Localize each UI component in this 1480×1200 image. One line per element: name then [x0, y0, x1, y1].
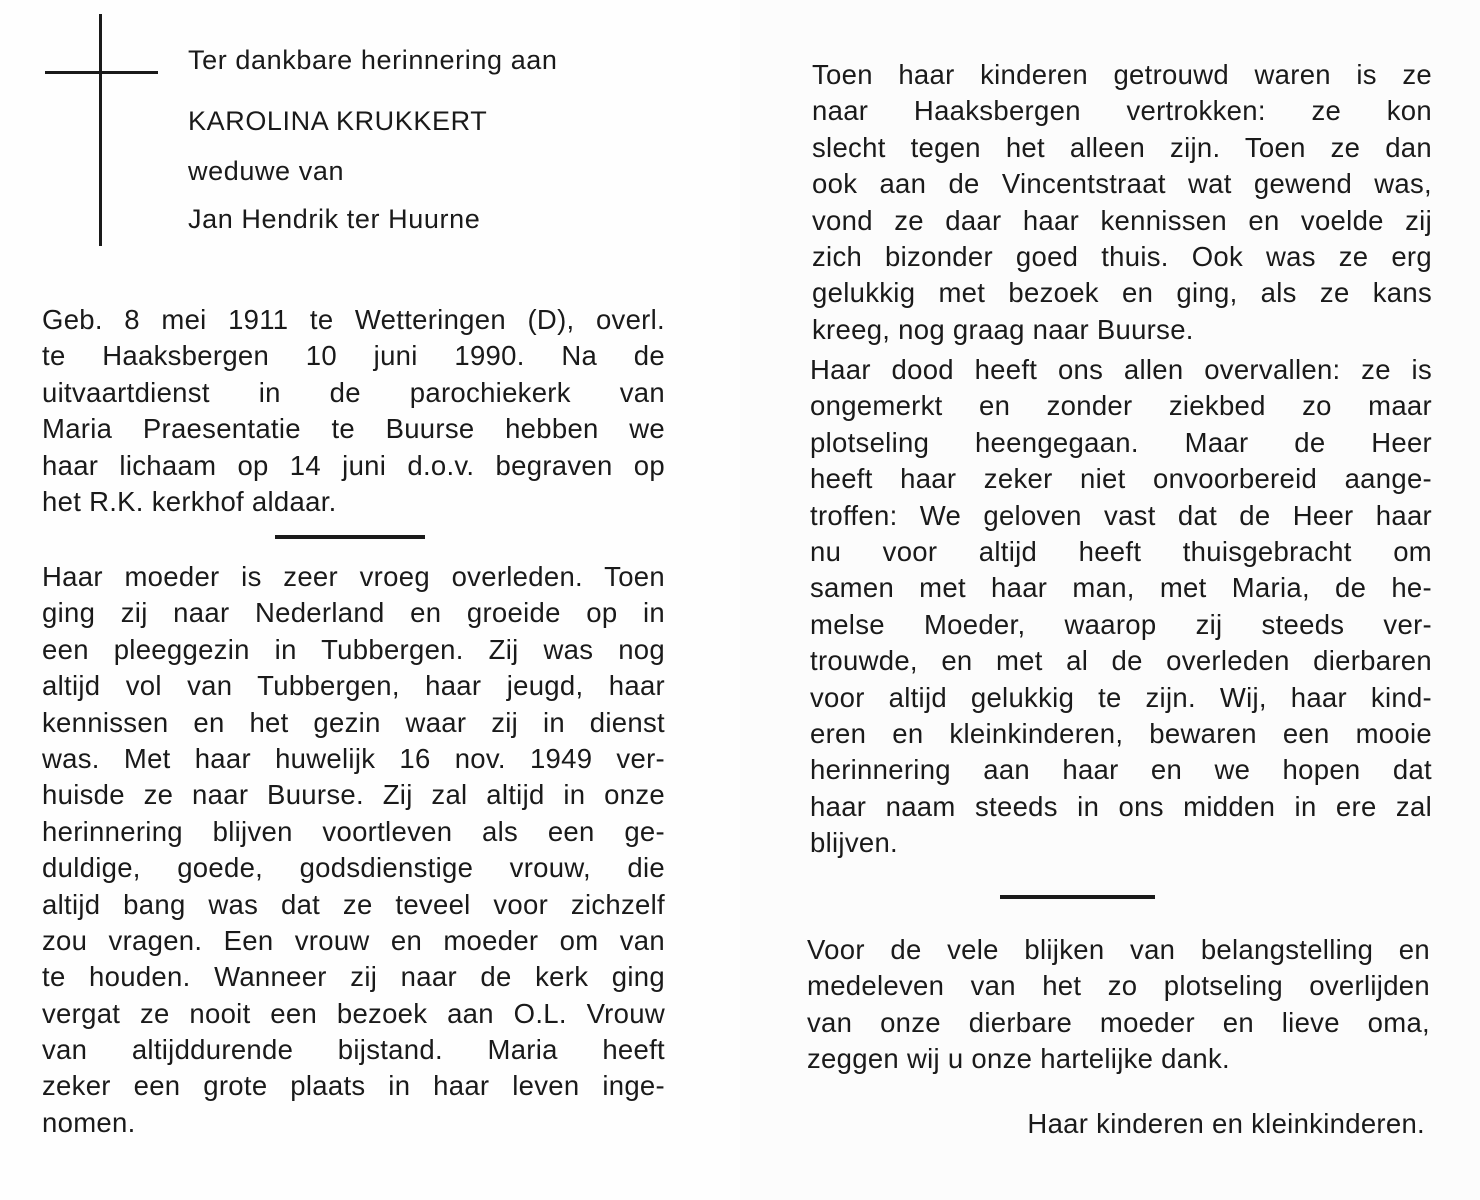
text-line: haar lichaam op 14 juni d.o.v. begraven op	[42, 449, 665, 481]
thanks-paragraph	[807, 932, 1430, 1078]
text-line: zich bizonder goed thuis. Ook was ze erg	[812, 240, 1432, 272]
text-line: vond ze daar haar kennissen en voelde zij	[812, 204, 1432, 236]
text-line: haar naam steeds in ons midden in ere zal	[810, 790, 1432, 822]
text-line: zou vragen. Een vrouw en moeder om van	[42, 924, 665, 956]
text-line: eren en kleinkinderen, bewaren een mooie	[810, 717, 1432, 749]
text-line: melse Moeder, waarop zij steeds ver-	[810, 608, 1432, 640]
text-line: ook aan de Vincentstraat wat gewend was,	[812, 168, 1432, 200]
text-line: duldige, goede, godsdienstige vrouw, die	[42, 852, 665, 884]
passing-paragraph	[810, 352, 1432, 861]
text-line: Voor de vele blijken van belangstelling en	[807, 934, 1430, 965]
signature: Haar kinderen en kleinkinderen.	[1027, 1108, 1425, 1139]
text-line: slecht tegen het alleen zijn. Toen ze dan	[812, 131, 1432, 163]
text-line: samen met haar man, met Maria, de he-	[810, 572, 1432, 604]
text-line: nomen.	[42, 1106, 136, 1138]
text-line: nu voor altijd heeft thuisgebracht om	[810, 535, 1432, 567]
text-line: plotseling heengegaan. Maar de Heer	[810, 426, 1432, 458]
relation-text: weduwe van	[188, 156, 345, 186]
text-line: altijd vol van Tubbergen, haar jeugd, haar	[42, 670, 665, 702]
life-paragraph	[42, 559, 665, 1141]
text-line: herinnering blijven voortleven als een ge-	[42, 815, 665, 847]
text-line: vergat ze nooit een bezoek aan O.L. Vrouw	[42, 997, 665, 1029]
text-line: ongemerkt en zonder ziekbed zo maar	[810, 390, 1432, 422]
text-line: zeggen wij u onze hartelijke dank.	[807, 1043, 1230, 1075]
text-line: Haar moeder is zeer vroeg overleden. Toen	[42, 561, 665, 592]
spouse-name: Jan Hendrik ter Huurne	[188, 204, 481, 234]
text-line: te houden. Wanneer zij naar de kerk ging	[42, 961, 665, 993]
text-line: uitvaartdienst in de parochiekerk van	[42, 376, 665, 408]
text-line: zeker een grote plaats in haar leven inge-	[42, 1070, 665, 1102]
text-line: te Haaksbergen 10 juni 1990. Na de	[42, 340, 665, 372]
intro-text: Ter dankbare herinnering aan	[188, 45, 558, 75]
birth-death-paragraph	[42, 302, 665, 520]
text-line: trouwde, en met al de overleden dierbaren	[810, 645, 1432, 677]
text-line: Maria Praesentatie te Buurse hebben we	[42, 413, 665, 445]
text-line: kennissen en het gezin waar zij in dienst	[42, 706, 665, 738]
text-line: huisde ze naar Buurse. Zij zal altijd in onze	[42, 779, 665, 811]
text-line: troffen: We geloven vast dat de Heer haar	[810, 499, 1432, 531]
text-line: van onze dierbare moeder en lieve oma,	[807, 1006, 1430, 1038]
text-line: ging zij naar Nederland en groeide op in	[42, 597, 665, 629]
text-line: kreeg, nog graag naar Buurse.	[812, 313, 1194, 345]
divider	[275, 535, 425, 539]
text-line: Haar dood heeft ons allen overvallen: ze is	[810, 354, 1432, 385]
text-line: het R.K. kerkhof aldaar.	[42, 485, 337, 517]
text-line: blijven.	[810, 827, 899, 859]
text-line: Toen haar kinderen getrouwd waren is ze	[812, 59, 1432, 90]
text-line: herinnering aan haar en we hopen dat	[810, 754, 1432, 786]
text-line: een pleeggezin in Tubbergen. Zij was nog	[42, 633, 665, 665]
text-line: altijd bang was dat ze teveel voor zichzelf	[42, 888, 665, 920]
text-line: Geb. 8 mei 1911 te Wetteringen (D), overl.	[42, 304, 665, 335]
later-life-paragraph	[812, 57, 1432, 348]
text-line: gelukkig met bezoek en ging, als ze kans	[812, 277, 1432, 309]
divider	[1000, 895, 1155, 899]
text-line: medeleven van het zo plotseling overlijden	[807, 970, 1430, 1002]
cross-icon	[99, 14, 102, 246]
text-line: van altijddurende bijstand. Maria heeft	[42, 1034, 665, 1066]
text-line: voor altijd gelukkig te zijn. Wij, haar kind-	[810, 681, 1432, 713]
cross-icon-bar	[45, 71, 158, 74]
right-panel	[740, 0, 1480, 1200]
text-line: was. Met haar huwelijk 16 nov. 1949 ver-	[42, 742, 665, 774]
text-line: naar Haaksbergen vertrokken: ze kon	[812, 95, 1432, 127]
text-line: heeft haar zeker niet onvoorbereid aange-	[810, 463, 1432, 495]
deceased-name: KAROLINA KRUKKERT	[188, 106, 488, 136]
